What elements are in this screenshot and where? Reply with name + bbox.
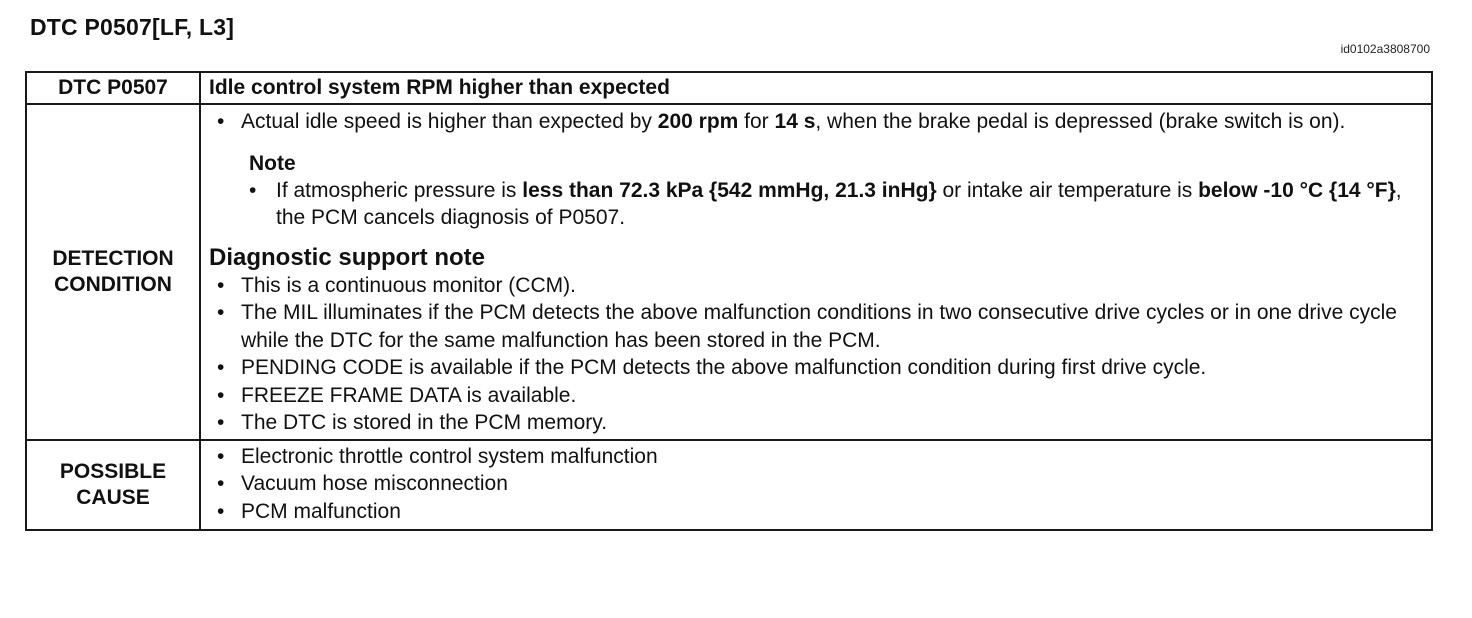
support-item: • The MIL illuminates if the PCM detects the above malfunction conditions in two consecutive drive cycles or in one drive cycle while the DTC for the same malfunction has been stored in the PCM.: [201, 299, 1431, 354]
support-item: • FREEZE FRAME DATA is available.: [201, 382, 1431, 410]
cause-item: • Vacuum hose misconnection: [201, 470, 1431, 498]
support-item: • The DTC is stored in the PCM memory.: [201, 409, 1431, 437]
support-item: • This is a continuous monitor (CCM).: [201, 272, 1431, 300]
header-row: [26, 72, 1432, 104]
cause-label-line1: POSSIBLE: [59, 459, 167, 483]
note-block: [201, 150, 1431, 232]
note-text: , the PCM cancels diagnosis of P0507.: [276, 178, 1402, 229]
condition-time: 14 s: [774, 110, 816, 133]
cause-item: • Electronic throttle control system malfunction: [201, 443, 1431, 471]
dtc-description-cell: Idle control system RPM higher than expected: [200, 72, 1432, 104]
note-item: [249, 177, 1431, 232]
cause-label-line2: CAUSE: [76, 485, 150, 509]
condition-text: for: [738, 110, 775, 133]
detection-label-cell: [26, 104, 200, 440]
dtc-code-cell: DTC P0507: [26, 72, 200, 104]
support-block: [201, 272, 1431, 439]
document-title: DTC P0507[LF, L3]: [30, 14, 235, 40]
detection-condition: [201, 105, 1431, 136]
note-heading: Note: [249, 151, 296, 175]
support-heading: Diagnostic support note: [209, 243, 485, 271]
condition-rpm: 200 rpm: [657, 110, 739, 133]
detection-label-line2: CONDITION: [54, 272, 172, 296]
image-id: id0102a3808700: [1340, 42, 1430, 56]
note-text: If atmospheric pressure is: [276, 178, 523, 202]
note-text: or intake air temperature is: [936, 178, 1199, 202]
cause-item: • PCM malfunction: [201, 498, 1431, 526]
condition-text: , when the brake pedal is depressed (brake switch is on).: [815, 110, 1346, 133]
cause-label-cell: [26, 440, 200, 531]
condition-item: [201, 108, 1431, 136]
note-temperature: below -10 °C {14 °F}: [1198, 178, 1396, 202]
cause-block: [201, 441, 1431, 530]
dtc-table: [25, 71, 1433, 531]
condition-text: Actual idle speed is higher than expected by: [241, 110, 658, 133]
cause-row: [26, 440, 1432, 531]
detection-label-line1: DETECTION: [52, 246, 174, 270]
support-item: • PENDING CODE is available if the PCM detects the above malfunction condition during first drive cycle.: [201, 354, 1431, 382]
note-pressure: less than 72.3 kPa {542 mmHg, 21.3 inHg}: [522, 178, 937, 202]
cause-content-cell: [200, 440, 1432, 531]
detection-content-cell: [200, 104, 1432, 440]
detection-row: [26, 104, 1432, 440]
